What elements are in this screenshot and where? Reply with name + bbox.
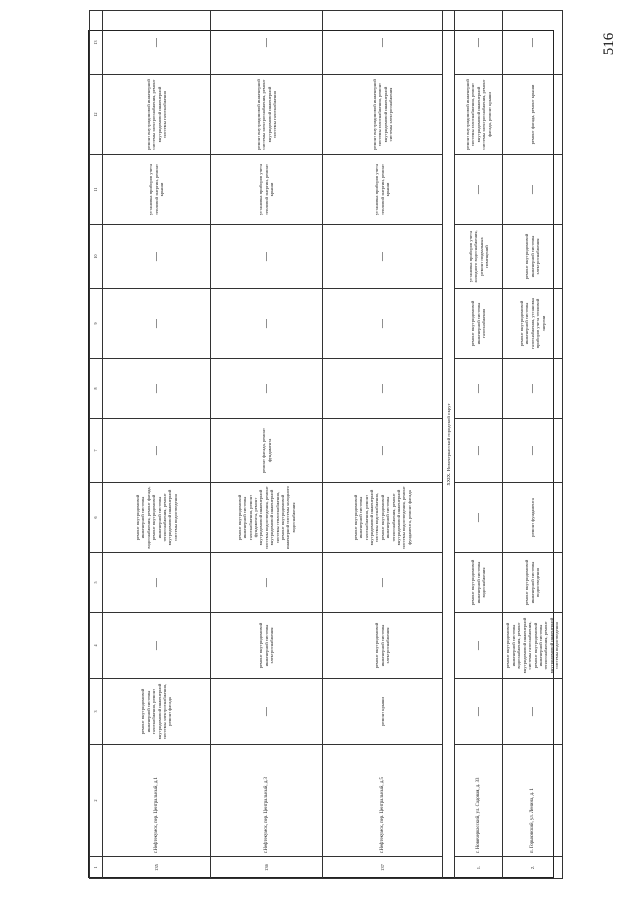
- work-cell: —: [455, 679, 503, 745]
- work-cell: —: [455, 359, 503, 419]
- work-cell: —: [323, 225, 443, 289]
- work-cell: установка приборов учета тепловой энергии, ремонт крыши: [103, 155, 211, 225]
- work-cell: —: [211, 225, 323, 289]
- work-cell: —: [503, 155, 563, 225]
- work-cell: —: [211, 553, 323, 613]
- work-cell: —: [211, 359, 323, 419]
- column-number: 12: [90, 75, 103, 155]
- column-number: 2: [90, 745, 103, 857]
- work-cell: —: [503, 11, 563, 75]
- work-cell: установка приборов учета тепловой энергии, ремонт крыши: [211, 155, 323, 225]
- work-cell: —: [103, 225, 211, 289]
- row-number: 135: [103, 857, 211, 879]
- work-cell: —: [103, 11, 211, 75]
- work-cell: —: [455, 11, 503, 75]
- work-cell: —: [503, 679, 563, 745]
- work-cell: —: [455, 419, 503, 483]
- column-number: 3: [90, 679, 103, 745]
- address-cell: п. Горьковский, ул. Ленина, д. 1: [503, 745, 563, 857]
- work-cell: ремонт внутридомовой инженерной системы газоснабжения, ремонт внутридомовой инженерной системы электроснабжения: [323, 75, 443, 155]
- page-number: 516: [600, 32, 617, 56]
- column-number: 11: [90, 155, 103, 225]
- work-cell: ремонт фундамента: [503, 483, 563, 553]
- work-cell: ремонт внутридомовой инженерной системы газоснабжения, ремонт внутридомовой инженерной системы водоснабжения, ремонт внутридомовой инженерной системы теплоснабжения, ремонт внутридомовой инженерной системы водоотведения, ремонт фундамента, ремонт фасада: [323, 483, 443, 553]
- row-number: 2.: [503, 857, 563, 879]
- column-number: 4: [90, 613, 103, 679]
- work-cell: ремонт внутридомовой инженерной системы электроснабжения: [503, 225, 563, 289]
- column-number: 1: [90, 857, 103, 879]
- address-cell: г. Новочеркасский, ул. Садовая, д. 33: [455, 745, 503, 857]
- column-number: 9: [90, 289, 103, 359]
- table-row: [211, 11, 323, 879]
- column-number: 10: [90, 225, 103, 289]
- work-cell: ремонт внутридомовой инженерной системы газоснабжения: [455, 289, 503, 359]
- work-cell: ремонт крыши: [323, 679, 443, 745]
- table-row: [323, 11, 443, 879]
- column-number: 13: [90, 11, 103, 75]
- rotated-table-sheet: [88, 30, 560, 878]
- column-number: 6: [90, 483, 103, 553]
- work-cell: —: [103, 613, 211, 679]
- work-cell: ремонт внутридомовой инженерной системы водоотведения: [503, 553, 563, 613]
- work-cell: —: [103, 289, 211, 359]
- row-number: 1.: [455, 857, 503, 879]
- work-cell: ремонт внутридомовой инженерной системы электроснабжения: [323, 613, 443, 679]
- section-title: XXIX. Новочеркасский городской округ: [443, 11, 455, 879]
- column-number-row: [90, 11, 103, 879]
- section-header-row: [443, 11, 455, 879]
- work-cell: установка приборов учета тепловой энергии, ремонт крыши: [323, 155, 443, 225]
- address-cell: г.Нефтекумск, пер. Центральный, д.3: [211, 745, 323, 857]
- table-row: [103, 11, 211, 879]
- row-number: 136: [211, 857, 323, 879]
- work-cell: —: [323, 359, 443, 419]
- work-cell: —: [103, 419, 211, 483]
- work-cell: —: [103, 553, 211, 613]
- work-cell: —: [323, 553, 443, 613]
- work-cell: ремонт внутридомовой инженерной системы электроснабжения: [211, 613, 323, 679]
- address-cell: г.Нефтекумск, пер. Центральный, д.1: [103, 745, 211, 857]
- work-cell: ремонт внутридомовой инженерной системы водоснабжения: [455, 553, 503, 613]
- work-cell: —: [211, 679, 323, 745]
- column-number: 5: [90, 553, 103, 613]
- work-cell: —: [323, 419, 443, 483]
- work-cell: ремонт внутридомовой инженерной системы газоснабжения, ремонт внутридомовой инженерной системы электроснабжения, ремонт фасада: [103, 679, 211, 745]
- work-cell: ремонт внутридомовой инженерной системы водоснабжения, ремонт внутридомовой инженерной системы газоснабжения, ремонт внутридомовой инженерной системы теплоснабжения, ремонт внутридомовой инженерной системы водоотведения: [503, 613, 563, 679]
- work-cell: установка приборов учета холодного водоснабжения, ремонт подвальных помещений: [455, 225, 503, 289]
- work-cell: —: [211, 11, 323, 75]
- work-cell: —: [503, 419, 563, 483]
- work-cell: ремонт внутридомовой инженерной системы газоснабжения, установка приборов учета тепловой энергии: [503, 289, 563, 359]
- work-cell: —: [211, 289, 323, 359]
- work-cell: —: [323, 289, 443, 359]
- work-cell: ремонт внутридомовой инженерной системы электроснабжения, ремонт внутридомовой инженерной системы газоснабжения: [211, 75, 323, 155]
- work-cell: —: [503, 359, 563, 419]
- work-cell: ремонт внутридомовой инженерной системы электроснабжения, ремонт внутридомовой инженерной системы газоснабжения: [103, 75, 211, 155]
- address-cell: г.Нефтекумск, пер. Центральный, д.5: [323, 745, 443, 857]
- repair-schedule-table: [89, 10, 563, 879]
- work-cell: ремонт внутридомовой инженерной системы водоснабжения, ремонт фасада, ремонт внутридомовой инженерной системы теплоснабжения, ремонт внутридомовой инженерной системы водоотведения: [103, 483, 211, 553]
- work-cell: —: [455, 155, 503, 225]
- work-cell: ремонт фасада, ремонт фундамента: [211, 419, 323, 483]
- work-cell: ремонт внутридомовой инженерной системы газоснабжения, ремонт внутридомовой инженерной системы электроснабжения, ремонт фасада, ремонт крыши: [455, 75, 503, 155]
- work-cell: —: [455, 483, 503, 553]
- column-number: 7: [90, 419, 103, 483]
- work-cell: —: [103, 359, 211, 419]
- work-cell: ремонт фасада, ремонт крыши: [503, 75, 563, 155]
- row-number: 137: [323, 857, 443, 879]
- column-number: 8: [90, 359, 103, 419]
- work-cell: —: [323, 11, 443, 75]
- table-row: [455, 11, 503, 879]
- work-cell: —: [455, 613, 503, 679]
- table-row: [503, 11, 563, 879]
- work-cell: ремонт внутридомовой инженерной системы газоснабжения, ремонт фундамента, ремонт внутридомовой инженерной системы водоотведения, ремонт внутридомовой инженерной системы теплоснабжения, ремонт внутридомовой инженерной системы холодного водоснабжения: [211, 483, 323, 553]
